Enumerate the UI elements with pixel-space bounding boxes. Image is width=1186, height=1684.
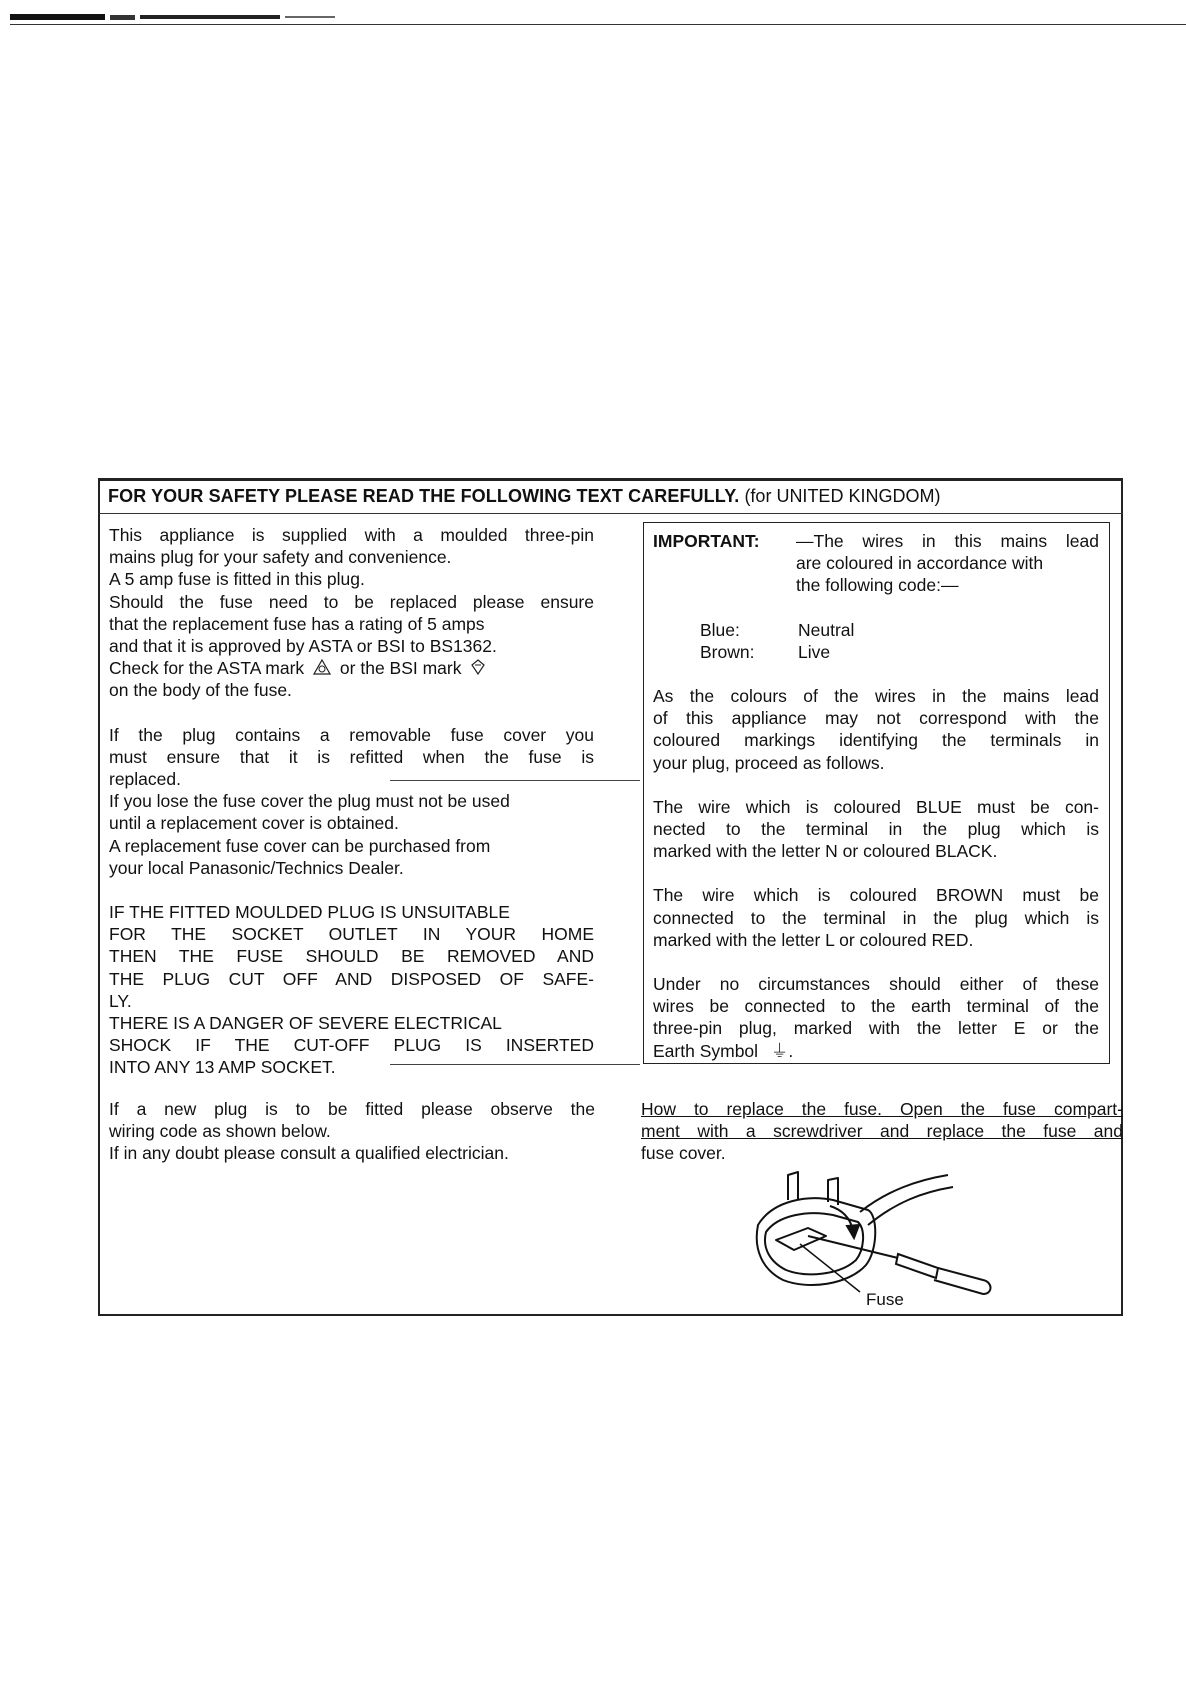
text-line: SHOCK IF THE CUT-OFF PLUG IS INSERTED — [109, 1035, 594, 1056]
wire-function: Live — [798, 641, 831, 662]
bsi-kitemark-icon — [470, 659, 486, 675]
text-line: marked with the letter N or coloured BLACK. — [653, 841, 998, 862]
country-note: (for UNITED KINGDOM) — [744, 486, 941, 506]
text-line: This appliance is supplied with a moulded three-pin — [109, 525, 594, 545]
text-line: If in any doubt please consult a qualified electrician. — [109, 1143, 509, 1164]
text-fragment: or the BSI mark — [339, 658, 462, 679]
scan-header-strip — [10, 14, 350, 22]
text-line: connected to the terminal in the plug which is — [653, 907, 1099, 928]
text-line: your plug, proceed as follows. — [653, 752, 885, 773]
text-line: on the body of the fuse. — [109, 680, 292, 701]
text-line: If you lose the fuse cover the plug must not be used — [109, 791, 510, 812]
text-line: coloured markings identifying the terminals in — [653, 730, 1099, 751]
text-line: THE PLUG CUT OFF AND DISPOSED OF SAFE- — [109, 968, 594, 989]
text-line: How to replace the fuse. Open the fuse compart- — [641, 1099, 1123, 1119]
text-line: If the plug contains a removable fuse cover you — [109, 724, 594, 745]
text-line: replaced. — [109, 769, 181, 790]
text-line: are coloured in accordance with — [796, 553, 1044, 574]
text-fragment: Earth Symbol — [653, 1040, 759, 1061]
wire-colour: Blue: — [700, 619, 740, 640]
wire-code-row — [700, 641, 1099, 663]
text-line: Should the fuse need to be replaced please ensure — [109, 591, 594, 612]
text-line: THERE IS A DANGER OF SEVERE ELECTRICAL — [109, 1013, 502, 1034]
earth-symbol-line — [653, 1040, 1099, 1062]
text-line: wiring code as shown below. — [109, 1121, 331, 1142]
text-line: the following code:— — [796, 575, 959, 596]
text-line: INTO ANY 13 AMP SOCKET. — [109, 1057, 336, 1078]
text-line: LY. — [109, 990, 132, 1011]
text-line: that the replacement fuse has a rating of 5 amps — [109, 613, 485, 634]
important-label: IMPORTANT: — [653, 531, 760, 551]
left-column — [109, 524, 594, 1079]
important-content — [653, 530, 1099, 1062]
text-fragment: . — [788, 1040, 794, 1061]
fuse-replacement-instructions — [641, 1098, 1123, 1165]
scan-rule — [390, 1064, 640, 1065]
wire-colour: Brown: — [700, 641, 755, 662]
text-line: marked with the letter L or coloured RED. — [653, 929, 974, 950]
text-line: The wire which is coloured BLUE must be con- — [653, 796, 1099, 817]
asta-bsi-line — [109, 657, 594, 679]
text-line: and that it is approved by ASTA or BSI to BS1362. — [109, 636, 497, 657]
text-line: until a replacement cover is obtained. — [109, 813, 399, 834]
text-line: nected to the terminal in the plug which is — [653, 819, 1099, 840]
important-text — [796, 530, 1099, 597]
wiring-advice — [109, 1098, 595, 1165]
text-fragment: Check for the ASTA mark — [109, 658, 305, 679]
top-rule — [10, 24, 1186, 25]
text-line: A 5 amp fuse is fitted in this plug. — [109, 569, 365, 590]
asta-mark-icon — [313, 659, 331, 675]
text-line: Under no circumstances should either of these — [653, 974, 1099, 995]
text-line: THEN THE FUSE SHOULD BE REMOVED AND — [109, 946, 594, 967]
text-line: If a new plug is to be fitted please observe the — [109, 1099, 595, 1119]
text-line: must ensure that it is refitted when the fuse is — [109, 746, 594, 767]
safety-title: FOR YOUR SAFETY PLEASE READ THE FOLLOWING TEXT CAREFULLY. — [108, 486, 740, 506]
wire-code-row — [700, 619, 1099, 641]
earth-symbol-icon: ⏚ — [770, 1040, 789, 1061]
screwdriver-icon — [808, 1236, 991, 1294]
wire-function: Neutral — [798, 619, 855, 640]
text-line: of this appliance may not correspond with the — [653, 708, 1099, 729]
text-line: mains plug for your safety and convenience. — [109, 547, 452, 568]
text-line: —The wires in this mains lead — [796, 531, 1099, 551]
text-line: ment with a screwdriver and replace the fuse and — [641, 1121, 1123, 1142]
header-rule — [98, 513, 1123, 514]
text-line: As the colours of the wires in the mains lead — [653, 686, 1099, 707]
text-line: FOR THE SOCKET OUTLET IN YOUR HOME — [109, 924, 594, 945]
text-line: IF THE FITTED MOULDED PLUG IS UNSUITABLE — [109, 902, 510, 923]
text-line: your local Panasonic/Technics Dealer. — [109, 857, 404, 878]
text-line: three-pin plug, marked with the letter E or the — [653, 1018, 1099, 1039]
fuse-label: Fuse — [866, 1290, 904, 1309]
text-line: The wire which is coloured BROWN must be — [653, 885, 1099, 906]
safety-header — [108, 486, 1118, 507]
text-line: A replacement fuse cover can be purchased from — [109, 835, 491, 856]
important-intro — [653, 530, 1099, 597]
scan-rule — [390, 780, 640, 781]
text-line: wires be connected to the earth terminal of the — [653, 996, 1099, 1017]
text-line: fuse cover. — [641, 1143, 726, 1164]
plug-fuse-illustration — [748, 1170, 1128, 1300]
